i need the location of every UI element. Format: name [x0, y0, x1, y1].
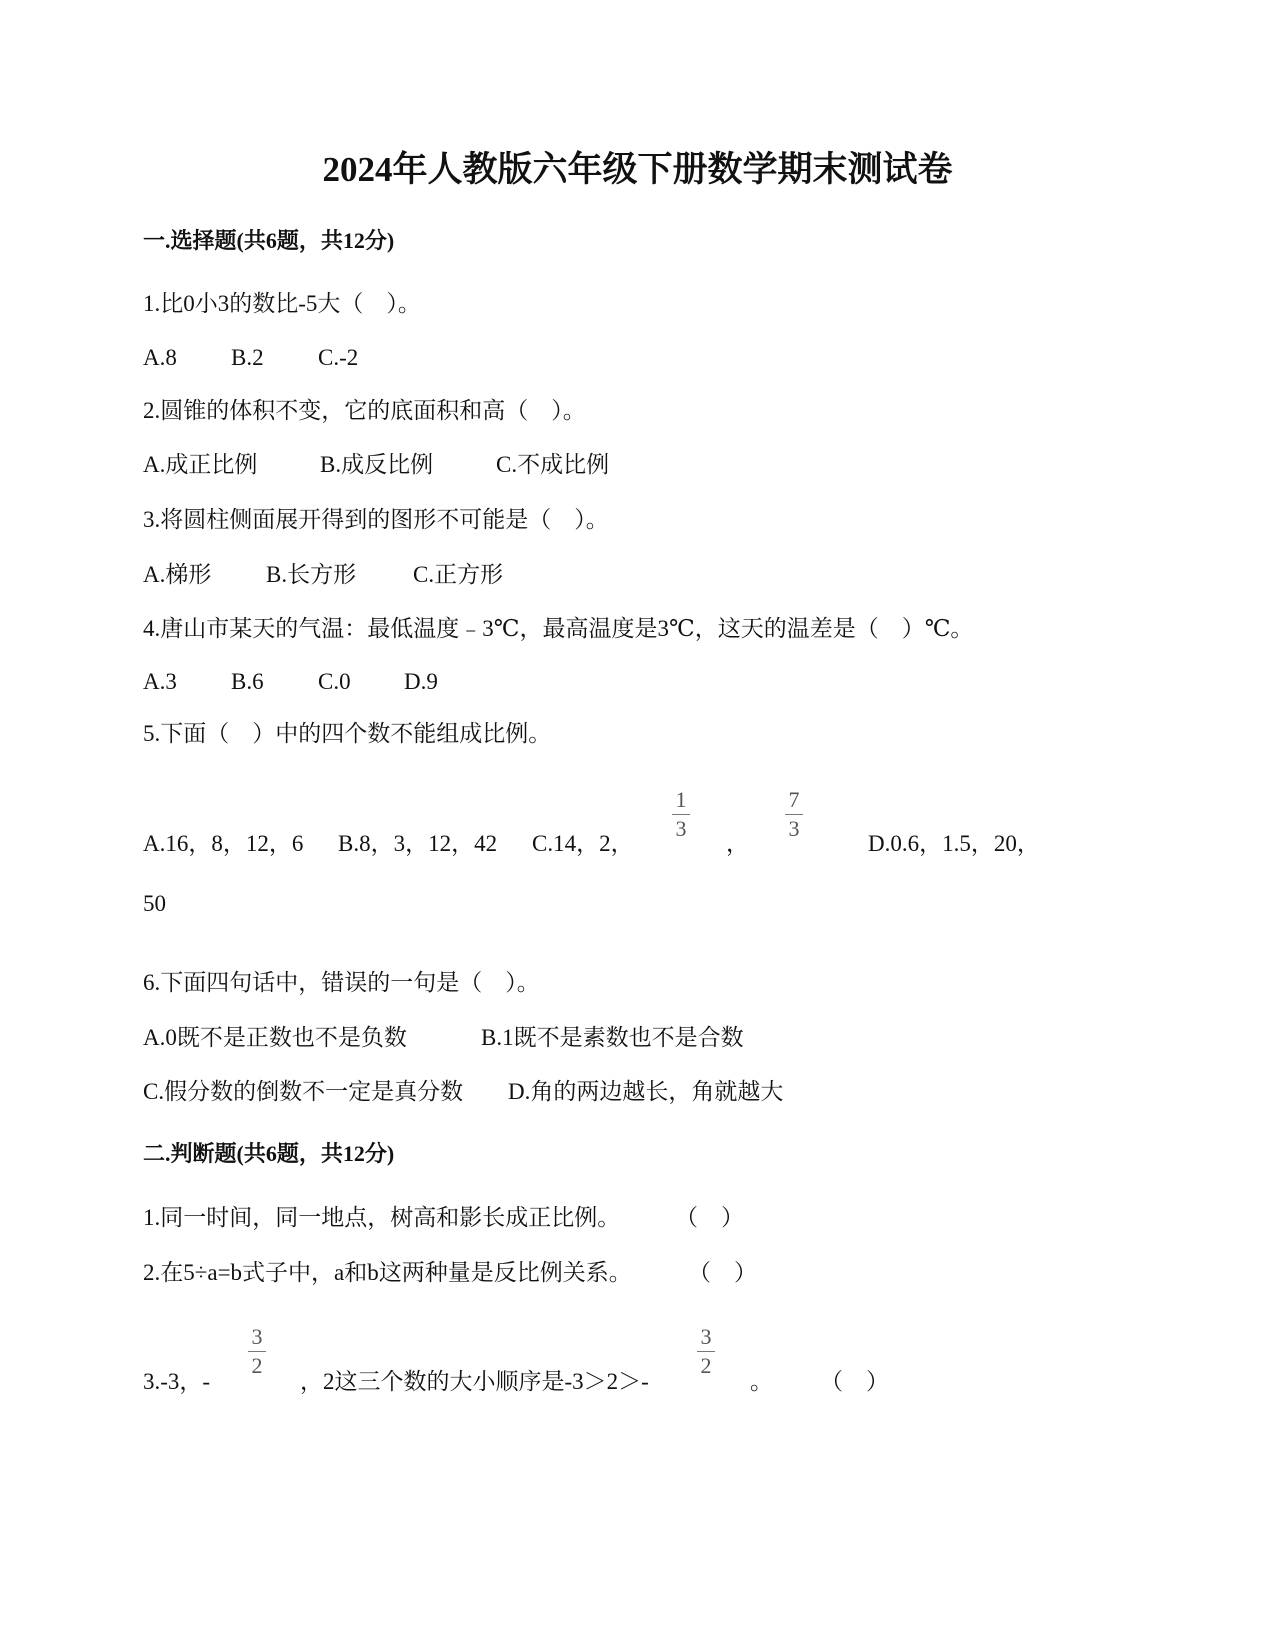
- question-5-option-d: D.0.6，1.5，20，: [868, 831, 1040, 856]
- question-6-option-d: D.角的两边越长，角就越大: [508, 1079, 784, 1104]
- fraction-bar: [248, 1351, 266, 1352]
- fraction-numerator: 7: [788, 787, 800, 812]
- question-2-stem: 2.圆锥的体积不变，它的底面积和高（ ）。: [143, 398, 586, 423]
- question-6-option-c: C.假分数的倒数不一定是真分数: [143, 1079, 464, 1104]
- question-2-option-a: A.成正比例: [143, 452, 258, 477]
- fraction-denominator: 2: [700, 1353, 712, 1378]
- question-6-option-a: A.0既不是正数也不是负数: [143, 1025, 407, 1050]
- question-3-option-b: B.长方形: [266, 562, 357, 587]
- question-2-option-b: B.成反比例: [320, 452, 434, 477]
- question-1-option-b: B.2: [231, 345, 264, 370]
- judgement-3-part2: ，2这三个数的大小顺序是-3＞2＞-: [300, 1369, 649, 1394]
- fraction-numerator: 3: [251, 1324, 263, 1349]
- question-5-stem: 5.下面（ ）中的四个数不能组成比例。: [143, 721, 552, 746]
- question-4-option-c: C.0: [318, 669, 351, 694]
- fraction-numerator: 1: [675, 787, 687, 812]
- judgement-3-part3: 。: [750, 1369, 773, 1394]
- question-6-stem: 6.下面四句话中，错误的一句是（ ）。: [143, 970, 540, 995]
- question-1-option-a: A.8: [143, 345, 177, 370]
- question-4-option-b: B.6: [231, 669, 264, 694]
- question-5-option-c: C.14，2，: [532, 831, 634, 856]
- page-title: 2024年人教版六年级下册数学期末测试卷: [322, 150, 953, 189]
- fraction-denominator: 2: [251, 1353, 263, 1378]
- question-4-stem: 4.唐山市某天的气温：最低温度﹣3℃，最高温度是3℃，这天的温差是（ ）℃。: [143, 616, 974, 641]
- question-3-stem: 3.将圆柱侧面展开得到的图形不可能是（ ）。: [143, 507, 609, 532]
- question-3-option-c: C.正方形: [413, 562, 504, 587]
- question-4-option-d: D.9: [404, 669, 438, 694]
- question-1-stem: 1.比0小3的数比-5大（ ）。: [143, 291, 421, 316]
- judgement-3-answer-blank: （ ）: [820, 1369, 889, 1394]
- question-6-option-b: B.1既不是素数也不是合数: [481, 1025, 744, 1050]
- question-5-option-a: A.16，8，12，6: [143, 831, 304, 856]
- question-1-option-c: C.-2: [318, 345, 359, 370]
- fraction-bar: [785, 814, 803, 815]
- fraction-bar: [672, 814, 690, 815]
- question-3-option-a: A.梯形: [143, 562, 212, 587]
- question-2-option-c: C.不成比例: [496, 452, 610, 477]
- question-5-separator: ，: [726, 831, 749, 856]
- section-heading-choice: 一.选择题(共6题，共12分): [143, 228, 395, 253]
- question-5-option-d-continued: 50: [143, 891, 166, 916]
- fraction-numerator: 3: [700, 1324, 712, 1349]
- judgement-1-stem: 1.同一时间，同一地点，树高和影长成正比例。: [143, 1205, 621, 1230]
- fraction-three-halves: [244, 1326, 270, 1377]
- question-5-option-b: B.8，3，12，42: [338, 831, 498, 856]
- fraction-denominator: 3: [675, 816, 687, 841]
- judgement-2-answer-blank: （ ）: [688, 1260, 757, 1285]
- fraction-seven-thirds: [781, 789, 807, 840]
- fraction-three-halves: [693, 1326, 719, 1377]
- judgement-1-answer-blank: （ ）: [675, 1205, 744, 1230]
- fraction-bar: [697, 1351, 715, 1352]
- fraction-one-third: [668, 789, 694, 840]
- fraction-denominator: 3: [788, 816, 800, 841]
- question-4-option-a: A.3: [143, 669, 177, 694]
- judgement-3-part1: 3.-3，-: [143, 1369, 211, 1394]
- section-heading-judgement: 二.判断题(共6题，共12分): [143, 1141, 395, 1166]
- judgement-2-stem: 2.在5÷a=b式子中，a和b这两种量是反比例关系。: [143, 1260, 632, 1285]
